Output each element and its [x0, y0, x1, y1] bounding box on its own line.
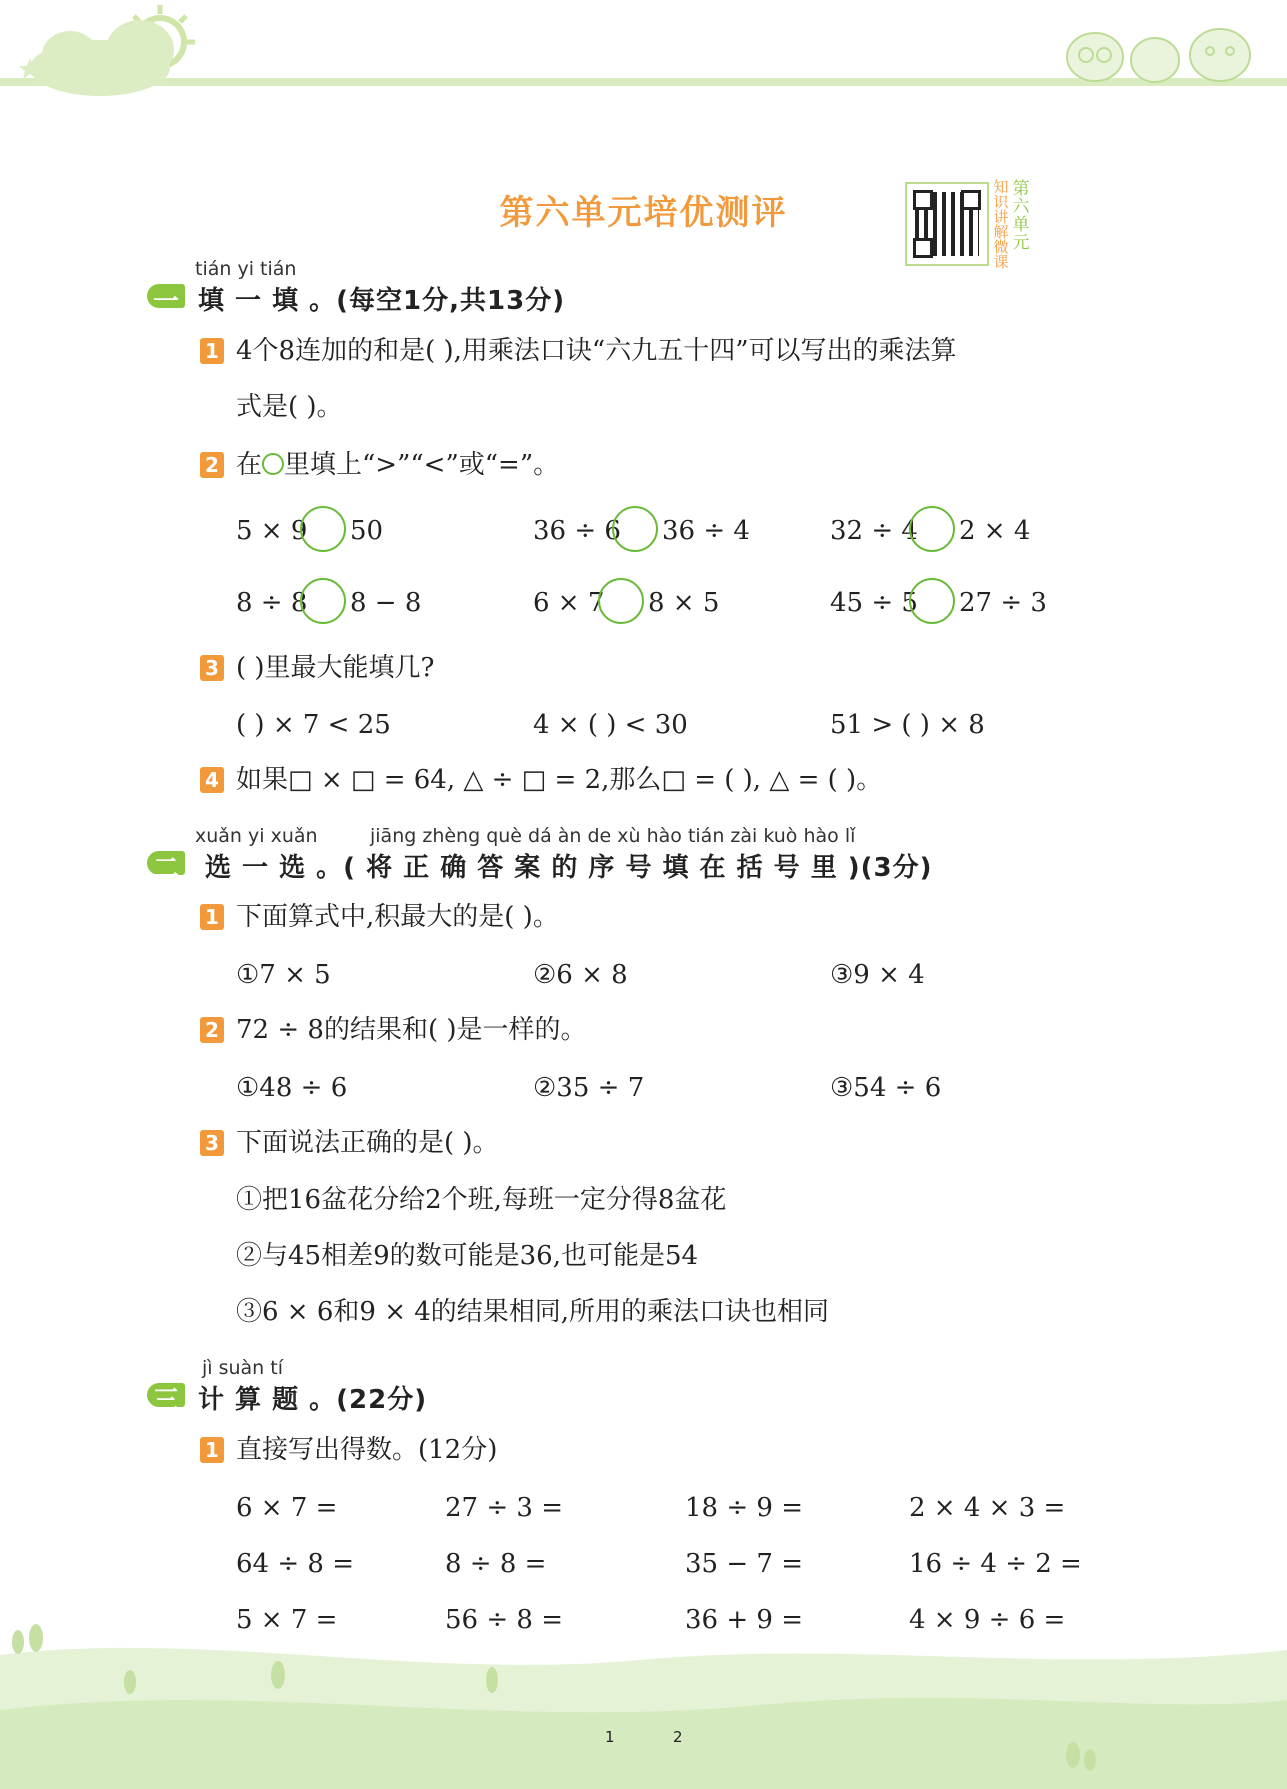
question-number: 3 — [200, 655, 224, 681]
compare-right: 8 × 5 — [648, 588, 720, 618]
question-text: 如果□ × □ = 64, △ ÷ □ = 2,那么□ = ( ), △ = ( )。 — [236, 765, 883, 795]
section-pinyin: xuǎn yi xuǎn — [195, 825, 318, 847]
compare-right: 2 × 4 — [959, 516, 1031, 546]
question-number: 3 — [200, 1130, 224, 1156]
compare-circle[interactable] — [300, 506, 346, 552]
qr-label-char: 讲 — [993, 208, 1009, 226]
answer-option[interactable]: ①把16盆花分给2个班,每班一定分得8盆花 — [236, 1185, 727, 1215]
calc-item[interactable]: 27 ÷ 3 = — [445, 1493, 563, 1523]
section-badge-label: 二 — [152, 854, 179, 884]
page-number: 1 — [605, 1728, 615, 1746]
question-text: ( )里最大能填几? — [236, 653, 435, 683]
answer-option[interactable]: ①7 × 5 — [236, 960, 331, 990]
qr-label-char: 六 — [1012, 197, 1030, 217]
question-number: 1 — [200, 1437, 224, 1463]
compare-right: 36 ÷ 4 — [662, 516, 750, 546]
question-text — [236, 450, 559, 480]
compare-right: 27 ÷ 3 — [959, 588, 1047, 618]
compare-circle[interactable] — [598, 578, 644, 624]
compare-right: 50 — [350, 516, 384, 546]
qr-code[interactable] — [905, 182, 989, 266]
question-number: 1 — [200, 904, 224, 930]
cartoon-animals-decoration — [1060, 15, 1260, 85]
calc-item[interactable]: 2 × 4 × 3 = — [909, 1493, 1066, 1523]
question-number: 2 — [200, 452, 224, 478]
calc-item[interactable]: 56 ÷ 8 = — [445, 1605, 563, 1635]
page-number: 2 — [673, 1728, 683, 1746]
section-badge — [147, 851, 185, 884]
calc-item[interactable]: 18 ÷ 9 = — [685, 1493, 803, 1523]
qr-label-char: 课 — [993, 253, 1009, 271]
fill-item[interactable]: 51 > ( ) × 8 — [830, 710, 985, 740]
answer-option[interactable]: ③9 × 4 — [830, 960, 925, 990]
section-heading: 计 算 题 。(22分) — [198, 1385, 428, 1415]
answer-option[interactable]: ②35 ÷ 7 — [533, 1073, 645, 1103]
section-badge-label: 一 — [152, 287, 179, 317]
question-text: 下面算式中,积最大的是( )。 — [236, 902, 559, 932]
calc-item[interactable]: 4 × 9 ÷ 6 = — [909, 1605, 1066, 1635]
compare-left: 32 ÷ 4 — [830, 516, 918, 546]
calc-item[interactable]: 35 − 7 = — [685, 1549, 803, 1579]
section-pinyin: jì suàn tí — [202, 1357, 283, 1379]
answer-option[interactable]: ②与45相差9的数可能是36,也可能是54 — [236, 1241, 699, 1271]
question-number: 2 — [200, 1017, 224, 1043]
cloud-sun-decoration — [0, 0, 220, 110]
qr-finder — [913, 190, 933, 210]
answer-option[interactable]: ③6 × 6和9 × 4的结果相同,所用的乘法口诀也相同 — [236, 1297, 830, 1327]
circle-icon — [262, 453, 284, 475]
section-heading: 选 一 选 。( 将 正 确 答 案 的 序 号 填 在 括 号 里 )(3分) — [205, 853, 933, 883]
calc-item[interactable]: 64 ÷ 8 = — [236, 1549, 354, 1579]
page-title: 第六单元培优测评 — [499, 193, 788, 233]
question-number: 4 — [200, 767, 224, 793]
qr-label-char: 单 — [1012, 215, 1030, 235]
question-text: 4个8连加的和是( ),用乘法口诀“六九五十四”可以写出的乘法算 — [236, 336, 957, 366]
section-pinyin: tián yi tián — [195, 258, 297, 280]
compare-left: 8 ÷ 8 — [236, 588, 308, 618]
question-text: 下面说法正确的是( )。 — [236, 1128, 499, 1158]
qr-label-unit — [1012, 180, 1030, 252]
hills-decoration — [0, 1620, 1287, 1789]
qr-finder — [913, 238, 933, 258]
answer-option[interactable]: ①48 ÷ 6 — [236, 1073, 348, 1103]
calc-item[interactable]: 8 ÷ 8 = — [445, 1549, 547, 1579]
question-text-part: 在 — [236, 450, 263, 480]
qr-label-char: 元 — [1012, 233, 1030, 253]
qr-label-char: 识 — [993, 193, 1009, 211]
calc-item[interactable]: 6 × 7 = — [236, 1493, 338, 1523]
question-text: 直接写出得数。(12分) — [236, 1435, 498, 1465]
compare-circle[interactable] — [909, 578, 955, 624]
section-pinyin: jiāng zhèng què dá àn de xù hào tián zài kuò hào lǐ — [370, 825, 856, 847]
compare-circle[interactable] — [612, 506, 658, 552]
compare-left: 6 × 7 — [533, 588, 605, 618]
compare-left: 5 × 9 — [236, 516, 308, 546]
question-text: 式是( )。 — [236, 392, 343, 422]
compare-left: 45 ÷ 5 — [830, 588, 918, 618]
section-badge-label: 三 — [152, 1386, 179, 1416]
compare-circle[interactable] — [909, 506, 955, 552]
section-badge — [147, 1383, 185, 1416]
section-heading: 填 一 填 。(每空1分,共13分) — [198, 286, 566, 316]
question-text-part: 里填上“>”“<”或“=”。 — [284, 450, 560, 480]
section-badge — [147, 284, 185, 317]
fill-item[interactable]: ( ) × 7 < 25 — [236, 710, 391, 740]
qr-finder — [961, 190, 981, 210]
calc-item[interactable]: 36 + 9 = — [685, 1605, 803, 1635]
question-number: 1 — [200, 338, 224, 364]
question-text: 72 ÷ 8的结果和( )是一样的。 — [236, 1015, 587, 1045]
qr-label-course — [992, 180, 1010, 270]
compare-circle[interactable] — [300, 578, 346, 624]
answer-option[interactable]: ③54 ÷ 6 — [830, 1073, 942, 1103]
qr-label-char: 第 — [1012, 179, 1030, 199]
qr-label-char: 知 — [993, 178, 1009, 196]
calc-item[interactable]: 5 × 7 = — [236, 1605, 338, 1635]
answer-option[interactable]: ②6 × 8 — [533, 960, 628, 990]
qr-label-char: 微 — [993, 238, 1009, 256]
compare-right: 8 − 8 — [350, 588, 422, 618]
compare-left: 36 ÷ 6 — [533, 516, 621, 546]
calc-item[interactable]: 16 ÷ 4 ÷ 2 = — [909, 1549, 1082, 1579]
qr-label-char: 解 — [993, 223, 1009, 241]
fill-item[interactable]: 4 × ( ) < 30 — [533, 710, 688, 740]
